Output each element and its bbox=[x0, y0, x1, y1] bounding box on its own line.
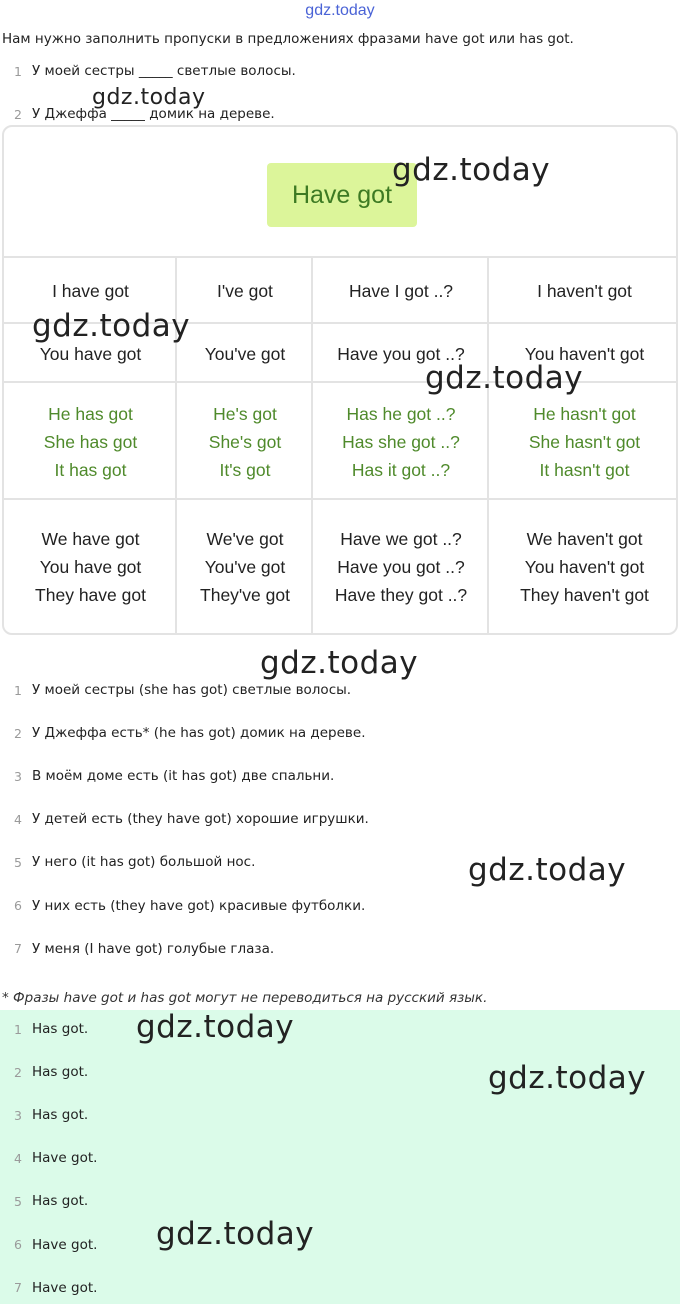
cell-line: She hasn't got bbox=[528, 431, 641, 452]
table-cell bbox=[177, 324, 313, 383]
translation-item bbox=[0, 765, 334, 787]
table-cell bbox=[313, 383, 489, 500]
item-text: Has got. bbox=[32, 1193, 89, 1210]
item-number: 6 bbox=[14, 1237, 22, 1252]
answer-item bbox=[0, 1190, 88, 1212]
watermark: gdz.today bbox=[425, 360, 584, 396]
cell-line: You haven't got bbox=[524, 343, 645, 364]
cell-line: Have you got ..? bbox=[337, 556, 465, 577]
cell-line: Have we got ..? bbox=[340, 528, 462, 549]
translation-item bbox=[0, 679, 351, 701]
item-number: 5 bbox=[14, 854, 22, 870]
watermark: gdz.today bbox=[392, 152, 551, 188]
item-text: У моей сестры _____ светлые волосы. bbox=[32, 63, 296, 79]
cell-line: Has it got ..? bbox=[351, 459, 451, 480]
cell-line: I haven't got bbox=[537, 281, 632, 301]
item-text: Have got. bbox=[32, 1279, 98, 1296]
watermark: gdz.today bbox=[92, 85, 206, 110]
cell-line: She has got bbox=[43, 431, 138, 452]
cell-line: You have got bbox=[39, 556, 142, 577]
table-cell bbox=[313, 258, 489, 324]
item-text: У Джеффа _____ домик на дереве. bbox=[32, 106, 275, 122]
cell-line: Have they got ..? bbox=[334, 584, 468, 605]
table-cell bbox=[313, 500, 489, 633]
cell-line: We have got bbox=[41, 528, 140, 549]
watermark: gdz.today bbox=[260, 645, 419, 681]
item-text: У него (it has got) большой нос. bbox=[32, 854, 256, 871]
item-number: 7 bbox=[14, 941, 22, 957]
item-text: В моём доме есть (it has got) две спальни. bbox=[32, 768, 335, 785]
cell-line: They haven't got bbox=[520, 584, 649, 605]
item-number: 4 bbox=[14, 1150, 22, 1166]
site-title[interactable]: gdz.today bbox=[305, 2, 375, 19]
answer-item bbox=[0, 1277, 97, 1299]
cell-line: We've got bbox=[206, 528, 284, 549]
answer-item bbox=[0, 1147, 97, 1169]
watermark: gdz.today bbox=[468, 852, 627, 888]
task-item bbox=[0, 60, 296, 82]
item-text: Has got. bbox=[32, 1064, 89, 1081]
item-text: Have got. bbox=[32, 1150, 98, 1167]
item-text: У детей есть (they have got) хорошие игрушки. bbox=[32, 811, 369, 828]
cell-line: It hasn't got bbox=[539, 459, 630, 480]
item-text: Have got. bbox=[32, 1236, 98, 1253]
cell-line: You have got bbox=[39, 343, 142, 364]
cell-line: He hasn't got bbox=[533, 403, 636, 424]
answer-item bbox=[0, 1104, 88, 1126]
table-header bbox=[4, 127, 676, 258]
answer-item bbox=[0, 1061, 88, 1083]
item-text: У Джеффа есть* (he has got) домик на дереве. bbox=[32, 725, 366, 742]
table-header-badge: Have got bbox=[267, 163, 417, 227]
cell-line: They have got bbox=[35, 584, 146, 605]
table-cell bbox=[177, 383, 313, 500]
translation-item bbox=[0, 938, 274, 960]
item-text: У меня (I have got) голубые глаза. bbox=[32, 940, 275, 957]
table-cell bbox=[4, 383, 177, 500]
item-text: Has got. bbox=[32, 1021, 89, 1037]
cell-line: You've got bbox=[204, 556, 286, 577]
item-number: 1 bbox=[14, 1021, 22, 1037]
cell-line: She's got bbox=[208, 431, 282, 452]
watermark: gdz.today bbox=[32, 308, 191, 344]
table-cell bbox=[4, 500, 177, 633]
item-text: У моей сестры (she has got) светлые волосы. bbox=[32, 682, 352, 698]
intro-text: Нам нужно заполнить пропуски в предложениях фразами have got или has got. bbox=[2, 31, 574, 47]
watermark: gdz.today bbox=[156, 1216, 315, 1252]
watermark: gdz.today bbox=[136, 1009, 295, 1045]
item-number: 3 bbox=[14, 1107, 22, 1123]
table-cell bbox=[177, 500, 313, 633]
cell-line: We haven't got bbox=[526, 528, 643, 549]
translation-item bbox=[0, 895, 365, 917]
item-number: 3 bbox=[14, 768, 22, 784]
item-number: 5 bbox=[14, 1193, 22, 1209]
translation-item bbox=[0, 722, 365, 744]
cell-line: It's got bbox=[219, 459, 271, 480]
watermark: gdz.today bbox=[488, 1060, 647, 1096]
item-number: 7 bbox=[14, 1280, 22, 1296]
item-number: 6 bbox=[14, 898, 22, 913]
footnote: * Фразы have got и has got могут не переводиться на русский язык. bbox=[2, 990, 488, 1006]
translation-item bbox=[0, 851, 255, 873]
table-cell bbox=[177, 258, 313, 324]
cell-line: Have you got ..? bbox=[337, 343, 465, 364]
table-cell bbox=[489, 258, 678, 324]
item-number: 2 bbox=[14, 725, 22, 741]
table-cell bbox=[489, 500, 678, 633]
item-text: Has got. bbox=[32, 1107, 89, 1124]
cell-line: You've got bbox=[204, 343, 286, 364]
cell-line: Has she got ..? bbox=[342, 431, 460, 452]
item-text: У них есть (they have got) красивые футболки. bbox=[32, 897, 366, 914]
cell-line: You haven't got bbox=[524, 556, 645, 577]
answer-item bbox=[0, 1018, 88, 1040]
item-number: 2 bbox=[14, 1064, 22, 1080]
item-number: 1 bbox=[14, 682, 22, 698]
cell-line: It has got bbox=[54, 459, 127, 480]
answer-item bbox=[0, 1234, 97, 1256]
translation-item bbox=[0, 808, 369, 830]
answers-panel bbox=[0, 1010, 680, 1304]
cell-line: Has he got ..? bbox=[346, 403, 456, 424]
table-cell bbox=[489, 383, 678, 500]
cell-line: He has got bbox=[48, 403, 133, 424]
item-number: 2 bbox=[14, 106, 22, 122]
cell-line: They've got bbox=[200, 584, 290, 605]
cell-line: I've got bbox=[217, 281, 273, 301]
item-number: 1 bbox=[14, 63, 22, 79]
cell-line: Have I got ..? bbox=[348, 281, 454, 301]
cell-line: I have got bbox=[52, 281, 129, 301]
cell-line: He's got bbox=[213, 403, 277, 424]
item-number: 4 bbox=[14, 811, 22, 827]
